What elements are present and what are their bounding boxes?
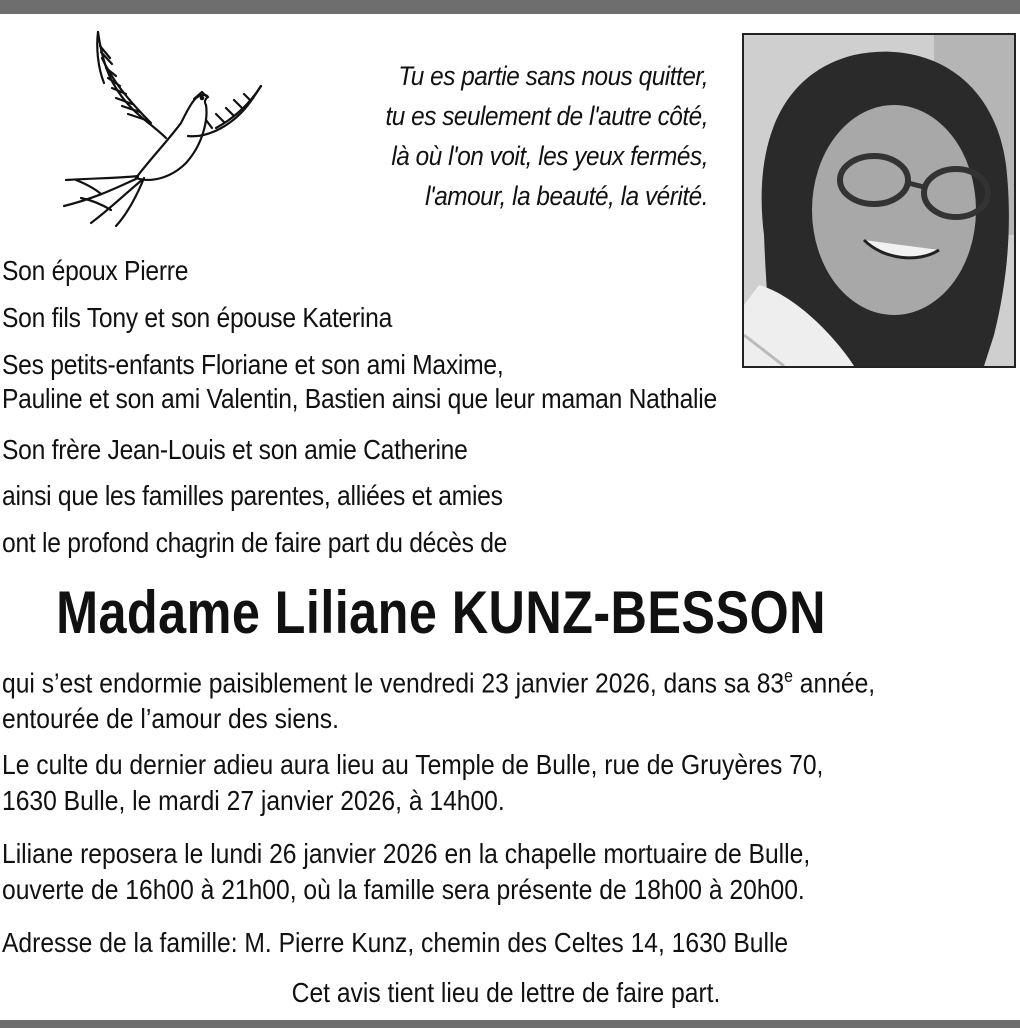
footer-note: Cet avis tient lieu de lettre de faire part. xyxy=(291,977,721,1008)
poem-line: l'amour, la beauté, la vérité. xyxy=(425,181,708,211)
passing-line-1: qui s’est endormie paisiblement le vendredi 23 janvier 2026, dans sa 83e année, xyxy=(2,666,876,699)
portrait-photo xyxy=(742,33,1016,368)
passing-paragraph xyxy=(2,658,1014,737)
ceremony-line-2: 1630 Bulle, le mardi 27 janvier 2026, à 14h00. xyxy=(2,785,505,816)
poem-line: tu es seulement de l'autre côté, xyxy=(385,101,708,131)
viewing-paragraph xyxy=(2,836,1014,908)
ceremony-paragraph xyxy=(2,747,1014,819)
family-line: ont le profond chagrin de faire part du décès de xyxy=(2,527,508,558)
family-line: Son frère Jean-Louis et son amie Catherine xyxy=(2,434,468,465)
deceased-name: Madame Liliane KUNZ-BESSON xyxy=(56,579,826,646)
family-line: ainsi que les familles parentes, alliées et amies xyxy=(2,480,503,511)
bottom-rule xyxy=(0,1020,1020,1028)
family-line: Ses petits-enfants Floriane et son ami Maxime, Pauline et son ami Valentin, Bastien ainsi que leur maman Nathalie xyxy=(2,349,717,414)
family-line: Son époux Pierre xyxy=(2,255,189,286)
top-rule xyxy=(0,0,1020,14)
dove-icon xyxy=(56,28,268,228)
poem xyxy=(332,56,708,216)
viewing-line-2: ouverte de 16h00 à 21h00, où la famille sera présente de 18h00 à 20h00. xyxy=(2,874,805,905)
family-line: Son fils Tony et son épouse Katerina xyxy=(2,302,393,333)
poem-line: Tu es partie sans nous quitter, xyxy=(398,61,708,91)
ceremony-line-1: Le culte du dernier adieu aura lieu au Temple de Bulle, rue de Gruyères 70, xyxy=(2,749,824,780)
poem-line: là où l'on voit, les yeux fermés, xyxy=(391,141,708,171)
viewing-line-1: Liliane reposera le lundi 26 janvier 2026 en la chapelle mortuaire de Bulle, xyxy=(2,838,811,869)
passing-line-2: entourée de l’amour des siens. xyxy=(2,703,339,735)
family-address: Adresse de la famille: M. Pierre Kunz, chemin des Celtes 14, 1630 Bulle xyxy=(2,927,789,958)
